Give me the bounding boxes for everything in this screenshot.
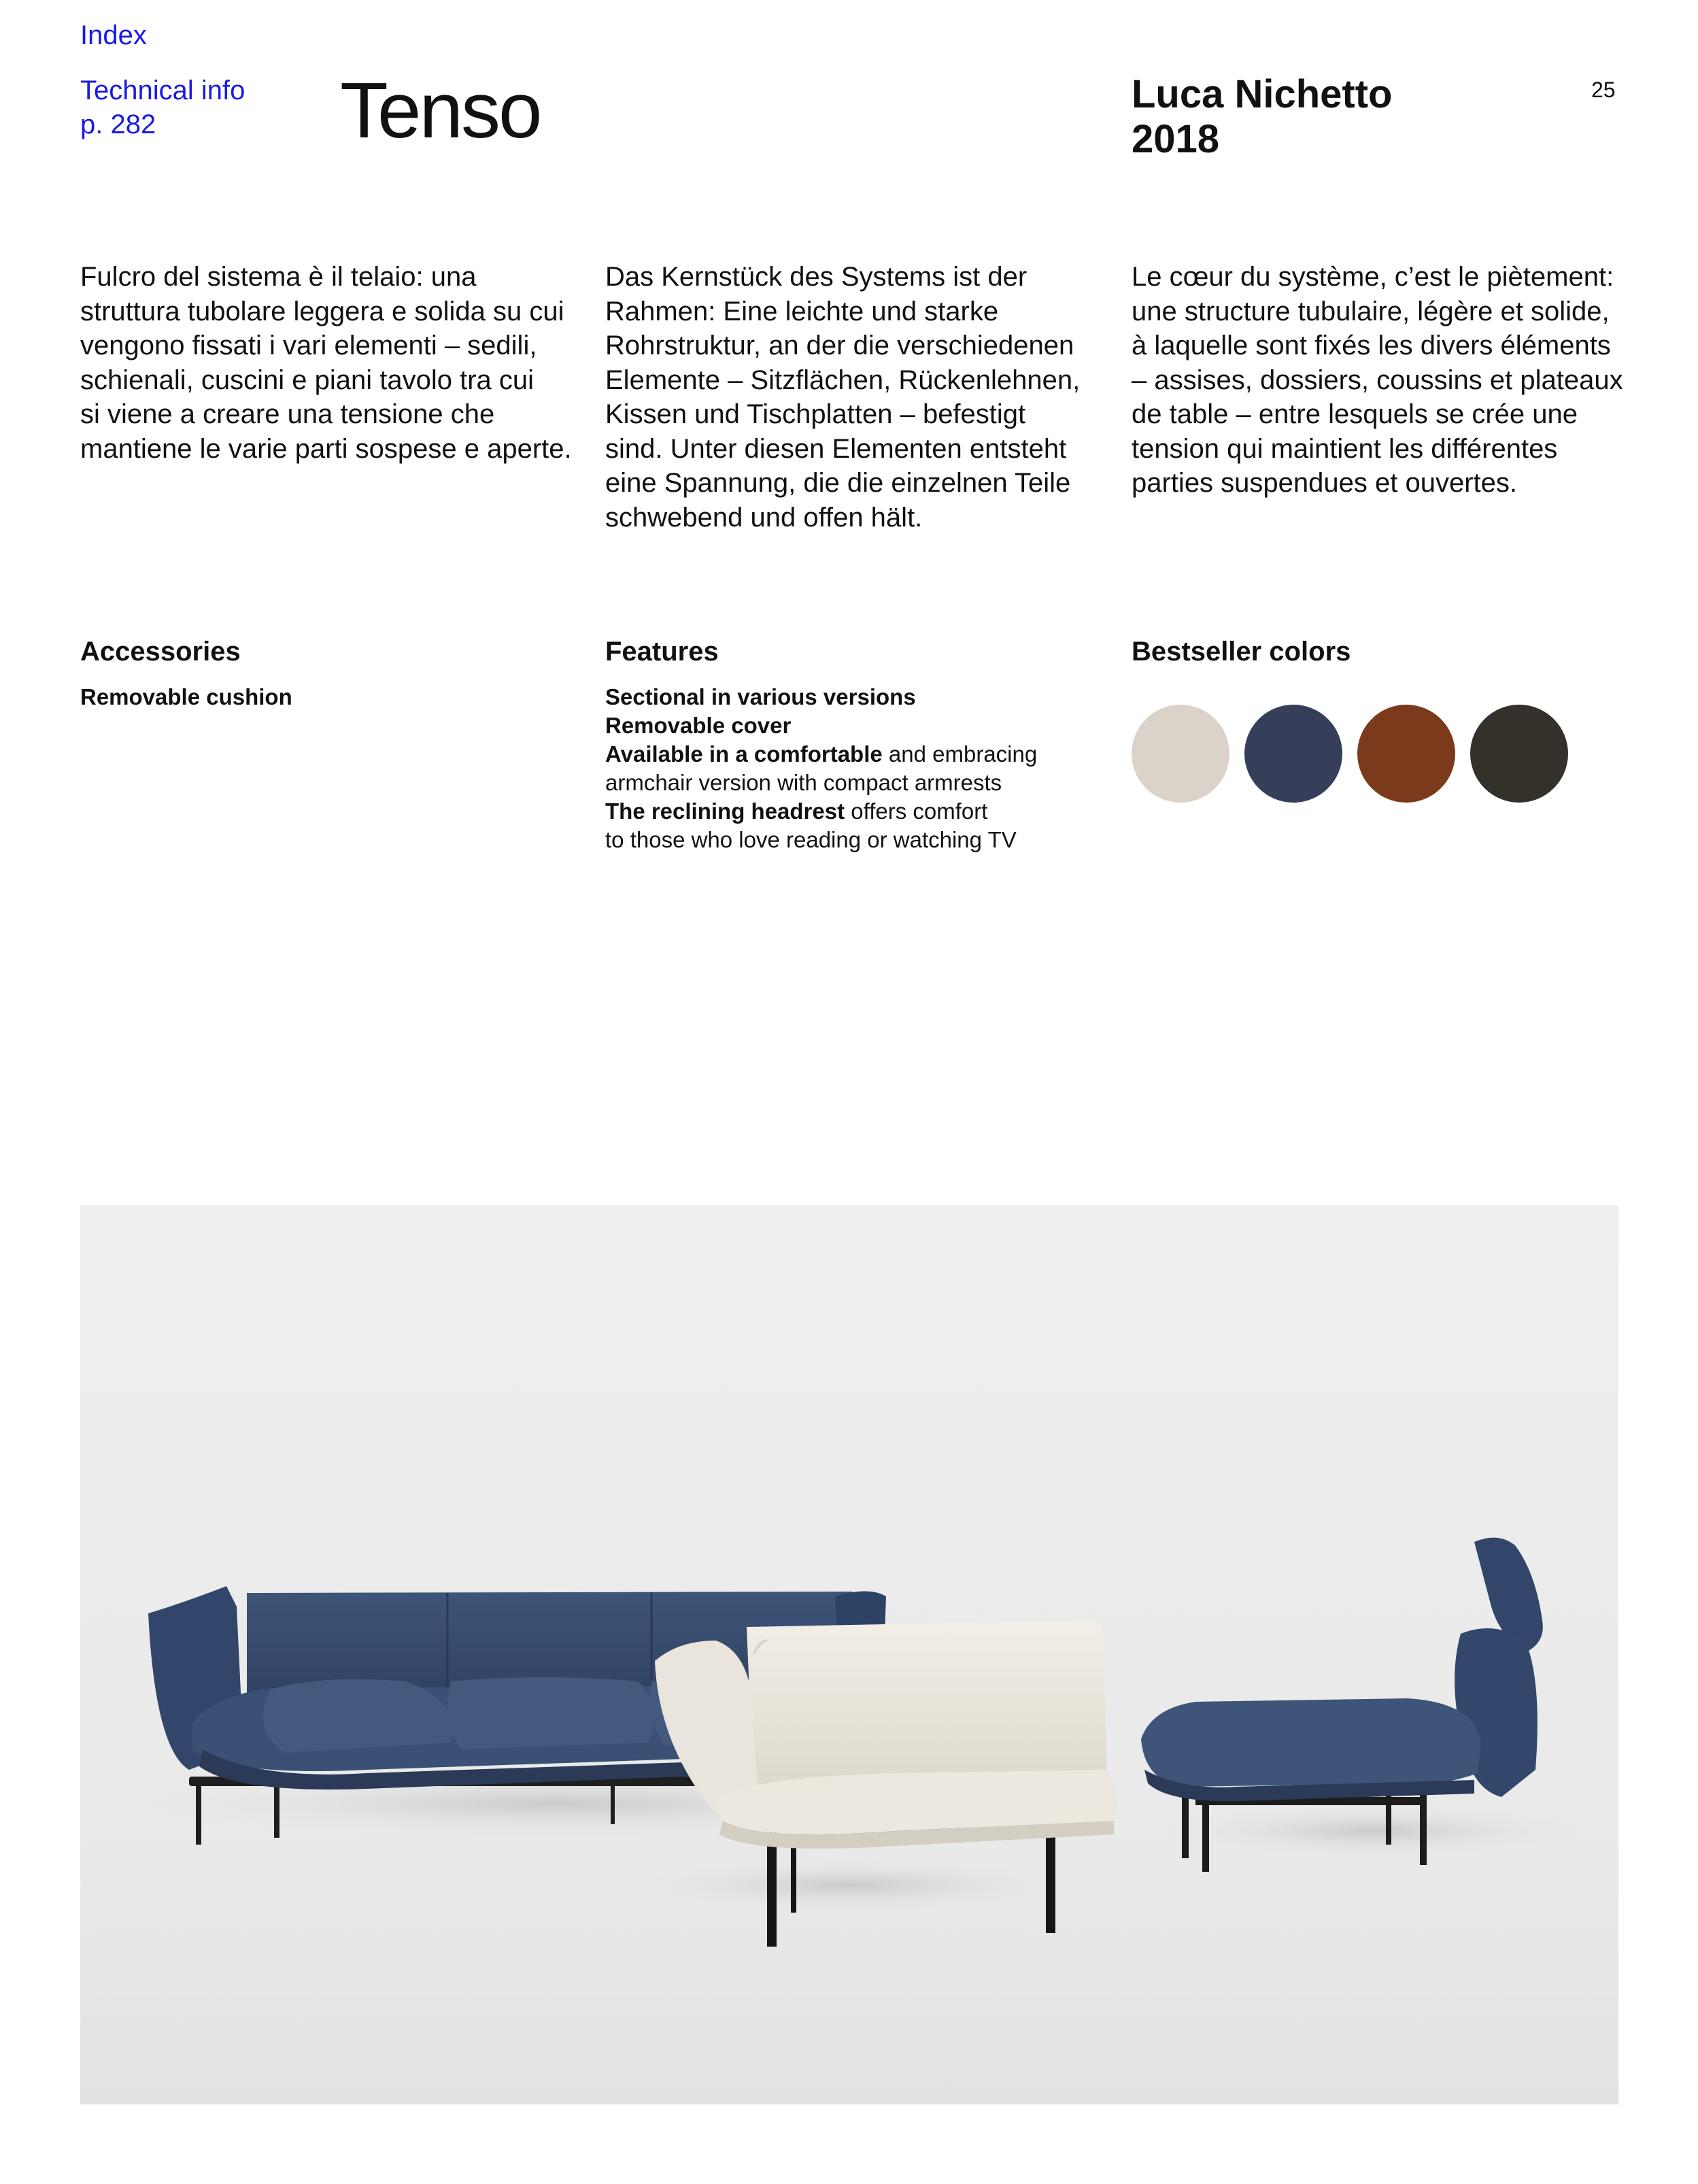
technical-info-label: Technical info: [80, 75, 245, 105]
color-swatch-rust[interactable]: [1357, 705, 1455, 803]
text-line: Elemente – Sitzflächen, Rückenlehnen,: [605, 365, 1081, 395]
text-line: sind. Unter diesen Elementen entsteht: [605, 433, 1067, 464]
text-line: vengono fissati i vari elementi – sedili,: [80, 331, 537, 360]
accessories-list: [80, 683, 292, 711]
text-line: tension qui maintient les différentes: [1132, 433, 1558, 464]
text-line: eine Spannung, die die einzelnen Teile: [605, 468, 1071, 498]
accessory-item: Removable cushion: [80, 684, 292, 709]
design-year: 2018: [1132, 117, 1220, 161]
text-line: Rahmen: Eine leichte und starke: [605, 296, 999, 326]
text-line: parties suspendues et ouvertes.: [1132, 468, 1518, 498]
features-heading: Features: [605, 637, 719, 667]
text-line: – assises, dossiers, coussins et plateaux: [1132, 365, 1623, 395]
designer-name: Luca Nichetto: [1132, 72, 1393, 116]
feature-item: The reclining headrest offers comfort: [605, 799, 988, 824]
text-line: Le cœur du système, c’est le piètement:: [1132, 262, 1614, 292]
technical-info-link[interactable]: [80, 73, 245, 141]
sofa-photo-icon: [80, 1205, 1618, 2104]
text-line: mantiene le varie parti sospese e aperte.: [80, 433, 572, 464]
feature-item: to those who love reading or watching TV: [605, 827, 1017, 852]
text-line: schienali, cuscini e piani tavolo tra cui: [80, 365, 534, 395]
text-line: de table – entre lesquels se crée une: [1132, 399, 1578, 429]
text-line: struttura tubolare leggera e solida su cui: [80, 296, 564, 326]
technical-info-page: p. 282: [80, 110, 156, 139]
features-list: [605, 683, 1037, 854]
feature-item: Available in a comfortable and embracing: [605, 741, 1038, 767]
page-number: 25: [1591, 78, 1616, 102]
color-swatch-charcoal[interactable]: [1470, 705, 1568, 803]
accessories-heading: Accessories: [80, 637, 241, 667]
text-line: une structure tubulaire, légère et solide,: [1132, 296, 1610, 326]
description-german: [605, 260, 1102, 535]
feature-item: Removable cover: [605, 713, 792, 738]
index-link[interactable]: Index: [80, 20, 147, 50]
product-title: Tenso: [340, 66, 541, 154]
text-line: Rohrstruktur, an der die verschiedenen: [605, 331, 1074, 360]
color-swatch-beige[interactable]: [1132, 705, 1229, 803]
text-line: Das Kernstück des Systems ist der: [605, 262, 1028, 292]
bestseller-colors-heading: Bestseller colors: [1132, 637, 1351, 667]
description-french: [1132, 260, 1628, 501]
text-line: à laquelle sont fixés les divers éléments: [1132, 331, 1611, 360]
description-italian: [80, 260, 577, 466]
text-line: si viene a creare una tensione che: [80, 399, 495, 429]
color-swatch-navy[interactable]: [1244, 705, 1342, 803]
designer-block: [1132, 72, 1393, 162]
text-line: Fulcro del sistema è il telaio: una: [80, 262, 477, 292]
text-line: schwebend und offen hält.: [605, 502, 923, 533]
feature-item: armchair version with compact armrests: [605, 770, 1002, 795]
color-swatches: [1132, 705, 1568, 803]
sofa-photo: [80, 1205, 1618, 2104]
feature-item: Sectional in various versions: [605, 684, 916, 709]
text-line: Kissen und Tischplatten – befestigt: [605, 399, 1026, 429]
